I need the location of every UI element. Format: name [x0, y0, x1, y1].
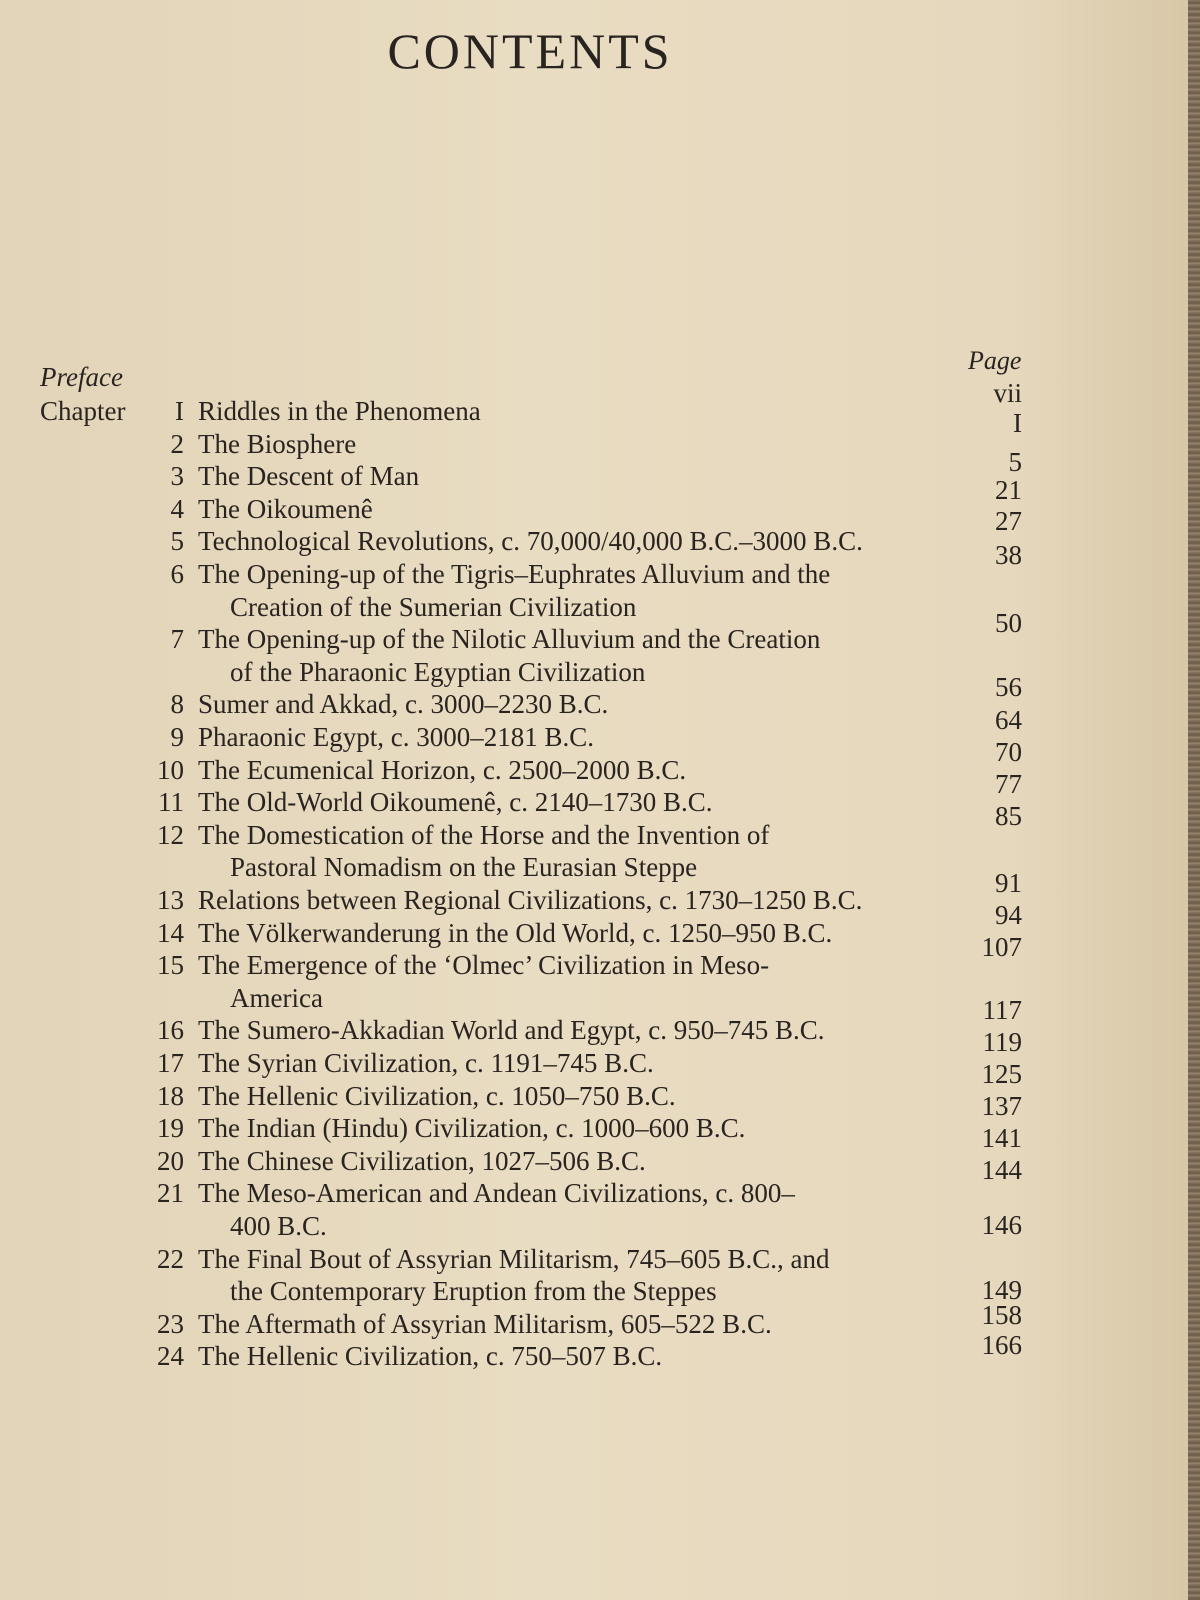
- chapter-number: 21: [157, 1178, 184, 1208]
- toc-entry-continuation: [130, 852, 960, 885]
- chapter-title: The Opening-up of the Tigris–Euphrates Alluvium and the: [198, 559, 831, 589]
- chapter-number: 22: [157, 1244, 184, 1274]
- toc-entry: [130, 1048, 960, 1081]
- toc-entry: [130, 689, 960, 722]
- chapter-page-number: 77: [995, 769, 1022, 799]
- chapter-number: 17: [157, 1048, 184, 1078]
- chapter-title: The Biosphere: [198, 429, 357, 459]
- chapter-number: 14: [157, 918, 184, 948]
- toc-entry: [130, 1178, 960, 1211]
- toc-entry: [130, 722, 960, 755]
- chapter-page-number: 21: [995, 475, 1022, 505]
- chapter-title: The Hellenic Civilization, c. 1050–750 B.C.: [198, 1081, 676, 1111]
- chapter-title: Pastoral Nomadism on the Eurasian Steppe: [230, 852, 698, 882]
- chapter-title: The Meso-American and Andean Civilizations, c. 800–: [198, 1178, 795, 1208]
- chapter-number: 15: [157, 950, 184, 980]
- toc-entry-continuation: [130, 592, 960, 625]
- chapter-title: The Hellenic Civilization, c. 750–507 B.C.: [198, 1341, 663, 1371]
- chapter-number: 18: [157, 1081, 184, 1111]
- toc-entry: [130, 494, 960, 527]
- chapter-title: The Oikoumenê: [198, 494, 373, 524]
- chapter-number: 19: [157, 1113, 184, 1143]
- chapter-title: The Final Bout of Assyrian Militarism, 745–605 B.C., and: [198, 1244, 830, 1274]
- chapter-title: America: [230, 983, 323, 1013]
- chapter-title: Technological Revolutions, c. 70,000/40,000 B.C.–3000 B.C.: [198, 526, 863, 556]
- page-title: CONTENTS: [387, 23, 673, 79]
- chapter-page-number: 56: [995, 672, 1022, 702]
- chapter-page-number: 137: [981, 1091, 1022, 1121]
- chapter-title: 400 B.C.: [230, 1211, 327, 1241]
- chapter-title: The Domestication of the Horse and the Invention of: [198, 820, 770, 850]
- toc-entry: [130, 1341, 960, 1374]
- chapter-page-number: 125: [981, 1059, 1022, 1089]
- toc-entry: [130, 1146, 960, 1179]
- chapter-page-number: 107: [981, 932, 1022, 962]
- chapter-number: 11: [158, 787, 184, 817]
- chapter-number: 23: [157, 1309, 184, 1339]
- chapter-number: 4: [170, 494, 184, 524]
- toc-entry: [130, 396, 960, 429]
- preface-page: vii: [993, 378, 1022, 408]
- toc-entry: [130, 526, 960, 559]
- toc-entry: [130, 918, 960, 951]
- chapter-number: I: [175, 396, 184, 426]
- chapter-title: of the Pharaonic Egyptian Civilization: [230, 657, 646, 687]
- chapter-title: The Aftermath of Assyrian Militarism, 605–522 B.C.: [198, 1309, 772, 1339]
- chapter-number: 10: [157, 755, 184, 785]
- toc-entry: [130, 1015, 960, 1048]
- chapter-title: Pharaonic Egypt, c. 3000–2181 B.C.: [198, 722, 594, 752]
- chapter-title: The Descent of Man: [198, 461, 420, 491]
- chapter-page-number: 146: [981, 1210, 1022, 1240]
- chapter-number: 7: [170, 624, 184, 654]
- chapter-title: Relations between Regional Civilizations, c. 1730–1250 B.C.: [198, 885, 863, 915]
- chapter-page-number: 50: [995, 608, 1022, 638]
- toc-entry: [130, 755, 960, 788]
- chapter-page-number: 94: [995, 900, 1022, 930]
- toc-entry: [130, 820, 960, 853]
- chapter-page-number: 117: [982, 995, 1022, 1025]
- chapter-page-number: 141: [981, 1123, 1022, 1153]
- chapter-title: The Chinese Civilization, 1027–506 B.C.: [198, 1146, 646, 1176]
- chapter-title: The Old-World Oikoumenê, c. 2140–1730 B.C.: [198, 787, 713, 817]
- chapter-page-number: 85: [995, 801, 1022, 831]
- page-edge: [1188, 0, 1200, 1600]
- chapter-page-number: 158: [981, 1300, 1022, 1330]
- chapter-page-number: 144: [981, 1155, 1022, 1185]
- chapter-number: 6: [170, 559, 184, 589]
- toc-entry-continuation: [130, 983, 960, 1016]
- preface-label: Preface: [40, 362, 123, 392]
- chapter-title: Creation of the Sumerian Civilization: [230, 592, 637, 622]
- chapter-title: Sumer and Akkad, c. 3000–2230 B.C.: [198, 689, 609, 719]
- chapter-label: Chapter: [40, 396, 126, 426]
- toc-entry-continuation: [130, 1276, 960, 1309]
- toc-entry: [130, 950, 960, 983]
- toc-entry: [130, 429, 960, 462]
- chapter-title: The Indian (Hindu) Civilization, c. 1000–600 B.C.: [198, 1113, 746, 1143]
- toc-entry: [130, 559, 960, 592]
- chapter-title: The Syrian Civilization, c. 1191–745 B.C.: [198, 1048, 654, 1078]
- toc-entry: [130, 1081, 960, 1114]
- chapter-page-number: 5: [1008, 447, 1022, 477]
- chapter-number: 20: [157, 1146, 184, 1176]
- chapter-title: The Völkerwanderung in the Old World, c. 1250–950 B.C.: [198, 918, 833, 948]
- chapter-title: the Contemporary Eruption from the Steppes: [230, 1276, 717, 1306]
- chapter-number: 8: [170, 689, 184, 719]
- chapter-page-number: 64: [995, 705, 1022, 735]
- toc-entry: [130, 787, 960, 820]
- chapter-page-number: 27: [995, 506, 1022, 536]
- chapter-number: 5: [170, 526, 184, 556]
- chapter-page-number: 70: [995, 737, 1022, 767]
- chapter-page-number: 91: [995, 868, 1022, 898]
- chapter-page-number: 166: [981, 1330, 1022, 1360]
- chapter-number: 3: [170, 461, 184, 491]
- toc-entry: [130, 885, 960, 918]
- chapter-page-number: 149: [981, 1275, 1022, 1305]
- toc-entry: [130, 1113, 960, 1146]
- toc-entry: [130, 624, 960, 657]
- chapter-number: 13: [157, 885, 184, 915]
- chapter-title: The Sumero-Akkadian World and Egypt, c. 950–745 B.C.: [198, 1015, 825, 1045]
- chapter-page-number: 38: [995, 540, 1022, 570]
- chapter-number: 24: [157, 1341, 184, 1371]
- chapter-title: Riddles in the Phenomena: [198, 396, 481, 426]
- chapter-title: The Emergence of the ‘Olmec’ Civilization in Meso-: [198, 950, 770, 980]
- chapter-page-number: I: [1013, 408, 1022, 438]
- chapter-number: 2: [170, 429, 184, 459]
- chapter-page-number: 119: [982, 1027, 1022, 1057]
- chapter-number: 16: [157, 1015, 184, 1045]
- chapter-title: The Ecumenical Horizon, c. 2500–2000 B.C.: [198, 755, 687, 785]
- toc-entry: [130, 1309, 960, 1342]
- toc-entry-continuation: [130, 1211, 960, 1244]
- chapter-number: 9: [170, 722, 184, 752]
- toc-entry: [130, 461, 960, 494]
- chapter-number: 12: [157, 820, 184, 850]
- page-column-heading: Page: [968, 346, 1022, 375]
- toc-entry: [130, 1244, 960, 1277]
- chapter-title: The Opening-up of the Nilotic Alluvium and the Creation: [198, 624, 821, 654]
- toc-entry-continuation: [130, 657, 960, 690]
